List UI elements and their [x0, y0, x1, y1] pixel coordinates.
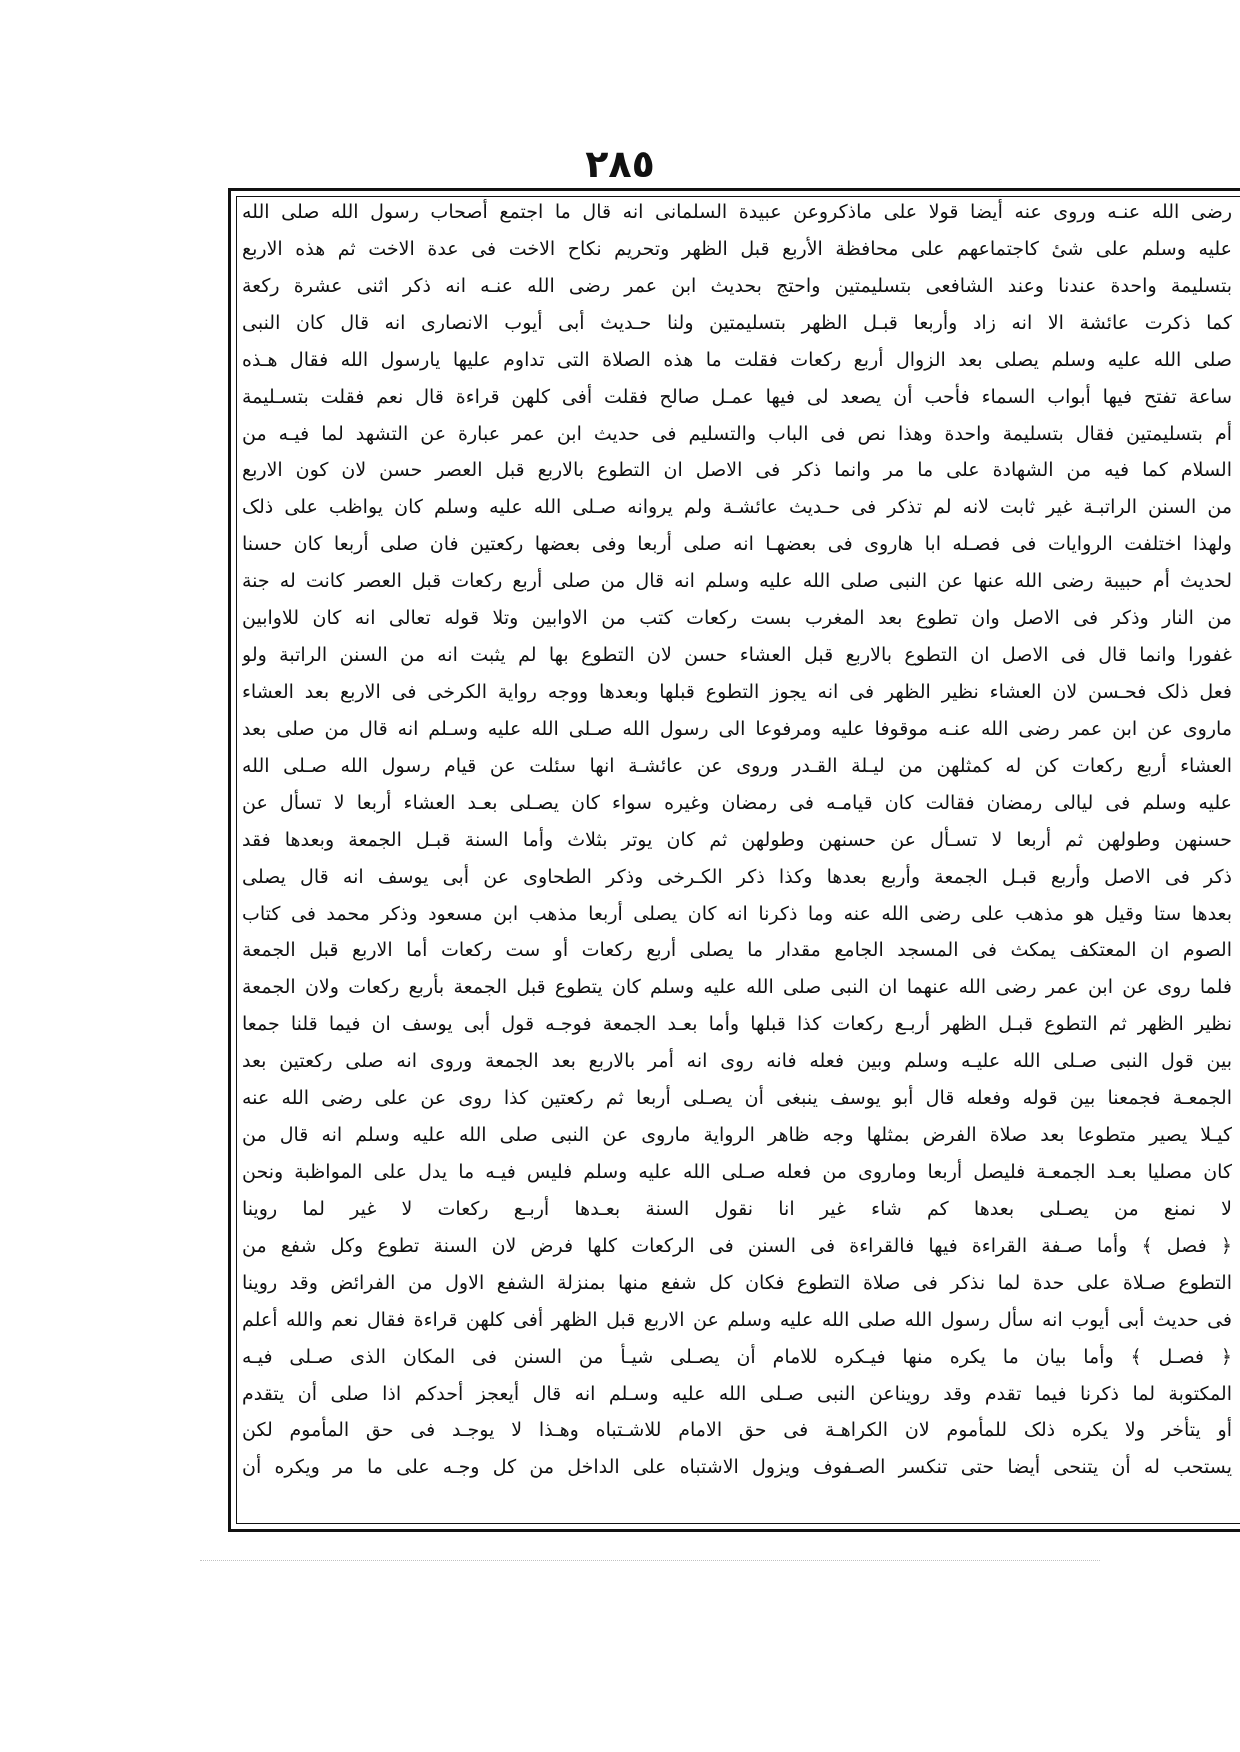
section-heading-line: ﴿ فصل ﴾ وأما صـفة القراءة فیها فالقراءة فی السنن فی الرکعات کلها فرض لان السنة تطوع وکل شفع من	[242, 1234, 1232, 1257]
text-line: من السنن الراتبـة غیر ثابت لانه لم تذکر فی حـدیث عائشـة ولم یروانه صـلی الله علیه وسلم کان یواظب علی ذلک	[242, 496, 1232, 519]
text-line: حسنهن وطولهن ثم أربعا لا تسـأل عن حسنهن وطولهن ثم کان یوتر بثلاث وأما السنة قبـل الجمعة وبعدها فقد	[242, 828, 1232, 851]
text-line: لا نمنع من یصـلی بعدها کم شاء غیر انا نقول السنة بعـدها أربـع رکعات لا غیر لما روینا	[242, 1197, 1232, 1220]
text-line: السلام کما فیه من الشهادة علی ما مر وانما ذکر فی الاصل ان التطوع بالاربع قبل العصر حسن لان کون الاربع	[242, 459, 1232, 482]
text-body	[242, 194, 1232, 1524]
text-line: علیه وسلم علی شیٔ کاجتماعهم علی محافظة الأربع قبل الظهر وتحریم نکاح الاخت فی عدة الاخت ثم هذه الاربع	[242, 237, 1232, 260]
text-line: کان مصلیا بعـد الجمعـة فلیصل أربعا وماروی من فعله صـلی الله علیه وسلم فلیس فیـه ما یدل علی المواظبة ونحن	[242, 1160, 1232, 1183]
text-line: بعدها ستا وقیل هو مذهب علی رضی الله عنه وما ذکرنا انه کان یصلی أربعا مذهب ابن مسعود وذکر محمد فی کتاب	[242, 902, 1232, 925]
text-line: أم بتسلیمتین فقال بتسلیمة واحدة وهذا نص فی الباب والتسلیم فی حدیث ابن عمر عبارة عن التشهد لما فیـه من	[242, 422, 1232, 445]
text-line: فلما روی عن ابن عمر رضی الله عنهما ان النبی صلی الله علیه وسلم کان یتطوع قبل الجمعة بأربع رکعات ولان الجمعة	[242, 976, 1232, 999]
text-line: العشاء أربع رکعات کن له کمثلهن من لیـلة القـدر وروی عن عائشـة انها سئلت عن قیام رسول الله صـلی الله	[242, 754, 1232, 777]
text-line: رضی الله عنـه وروی عنه أیضا قولا علی ماذکروعن عبیدة السلمانی انه قال ما اجتمع أصحاب رسول الله صلی الله	[242, 201, 1232, 223]
scan-artifact	[200, 1560, 1100, 1573]
text-line: لحدیث أم حبیبة رضی الله عنها عن النبی صلی الله علیه وسلم انه قال من صلی أربع رکعات قبل العصر کانت له جنة	[242, 570, 1232, 593]
text-line: علیه وسلم فی لیالی رمضان فقالت کان قیامـه فی رمضان وغیره سواء کان یصـلی بعـد العشاء أربعا لا تسأل عن	[242, 791, 1232, 814]
text-line: المکتوبة لما ذکرنا فیما تقدم وقد رویناعن النبی صـلی الله علیه وسـلم انه قال أیعجز أحدکم اذا صلی أن یتقدم	[242, 1382, 1232, 1405]
text-line: نظیر الظهر ثم التطوع قبـل الظهر أربـع رکعات کذا قبلها وأما بعـد الجمعة فوجـه قول أبی یوسف ان فیما قلنا جمعا	[242, 1013, 1232, 1036]
text-line: أو یتأخر ولا یکره ذلک للمأموم لان الکراهـة فی حق الامام للاشـتباه وهـذا لا یوجـد فی حق المأموم لکن	[242, 1419, 1232, 1442]
text-line: فعل ذلک فحـسن لان العشاء نظیر الظهر فی انه یجوز التطوع قبلها وبعدها ووجه روایة الکرخی فی الاربع بعد العشاء	[242, 680, 1232, 703]
text-line: بتسلیمة واحدة عندنا وعند الشافعی بتسلیمتین واحتج بحدیث ابن عمر رضی الله عنـه انه ذکر اثنی عشرة رکعة	[242, 274, 1232, 297]
text-line: یستحب له أن یتنحی أیضا حتی تنکسر الصـفوف ویزول الاشتباه علی الداخل من کل وجـه علی ما مر ویکره أن	[242, 1456, 1232, 1479]
page-number: ٢٨٥	[585, 142, 655, 186]
section-heading-line: ﴿ فصـل ﴾ وأما بیان ما یکره منها فیـکره للامام أن یصـلی شیـأ من السنن فی المکان الذی صـلی فیـه	[242, 1345, 1232, 1368]
text-line: الجمعـة فجمعنا بین قوله وفعله قال أبو یوسف ینبغی أن یصـلی أربعا ثم رکعتین کذا روی عن علی رضی الله عنه	[242, 1087, 1232, 1110]
text-line: ساعة تفتح فیها أبواب السماء فأحب أن یصعد لی فیها عمـل صالح فقلت أفی کلهن قراءة قال نعم فقلت بتسـلیمة	[242, 385, 1232, 408]
text-line: کما ذکرت عائشة الا انه زاد وأربعا قبـل الظهر بتسلیمتین ولنا حـدیث أبی أیوب الانصاری انه قال کان النبی	[242, 311, 1232, 334]
text-line: التطوع صـلاة علی حدة لما نذکر فی صلاة التطوع فکان کل شفع منها بمنزلة الشفع الاول من الفرائض وقد روینا	[242, 1271, 1232, 1294]
text-line: صلی الله علیه وسلم یصلی بعد الزوال أربع رکعات فقلت ما هذه الصلاة التی تداوم علیها یارسول الله فقال هـذه	[242, 348, 1232, 371]
text-line: کیـلا یصیر متطوعا بعد صلاة الفرض بمثلها وجه ظاهر الروایة ماروی عن النبی صلی الله علیه وسلم انه قال من	[242, 1124, 1232, 1147]
text-line: ماروی عن ابن عمر رضی الله عنـه موقوفا علیه ومرفوعا الی رسول الله صـلی الله علیه وسـلم انه قال من صلی بعد	[242, 717, 1232, 740]
text-line: بین قول النبی صـلی الله علیـه وسلم وبین فعله فانه روی انه أمر بالاربع بعد الجمعة وروی انه صلی رکعتین بعد	[242, 1050, 1232, 1073]
text-line: فی حدیث أبی أیوب انه سأل رسول الله صلی الله علیه وسلم عن الاربع قبل الظهر أفی کلهن قراءة فقال نعم والله أعلم	[242, 1308, 1232, 1331]
text-line: ولهذا اختلفت الروایات فی فصـله ابا هاروی فی بعضهـا انه صلی أربعا وفی بعضها رکعتین فان صلی أربعا کان حسنا	[242, 533, 1232, 556]
text-line: من النار وذکر فی الاصل وان تطوع بعد المغرب بست رکعات کتب من الاوابین وتلا قوله تعالی انه کان للاوابین	[242, 607, 1232, 630]
text-line: غفورا وانما قال فی الاصل ان التطوع بالاربع قبل العشاء حسن لان التطوع بها لم یثبت انه من السنن الراتبة ولو	[242, 644, 1232, 667]
text-line: الصوم ان المعتکف یمکث فی المسجد الجامع مقدار ما یصلی أربع رکعات أو ست رکعات أما الاربع قبل الجمعة	[242, 939, 1232, 962]
text-line: ذکر فی الاصل وأربع قبـل الجمعة وأربع بعدها وکذا ذکر الکـرخی وذکر الطحاوی عن أبی یوسف انه قال یصلی	[242, 865, 1232, 888]
